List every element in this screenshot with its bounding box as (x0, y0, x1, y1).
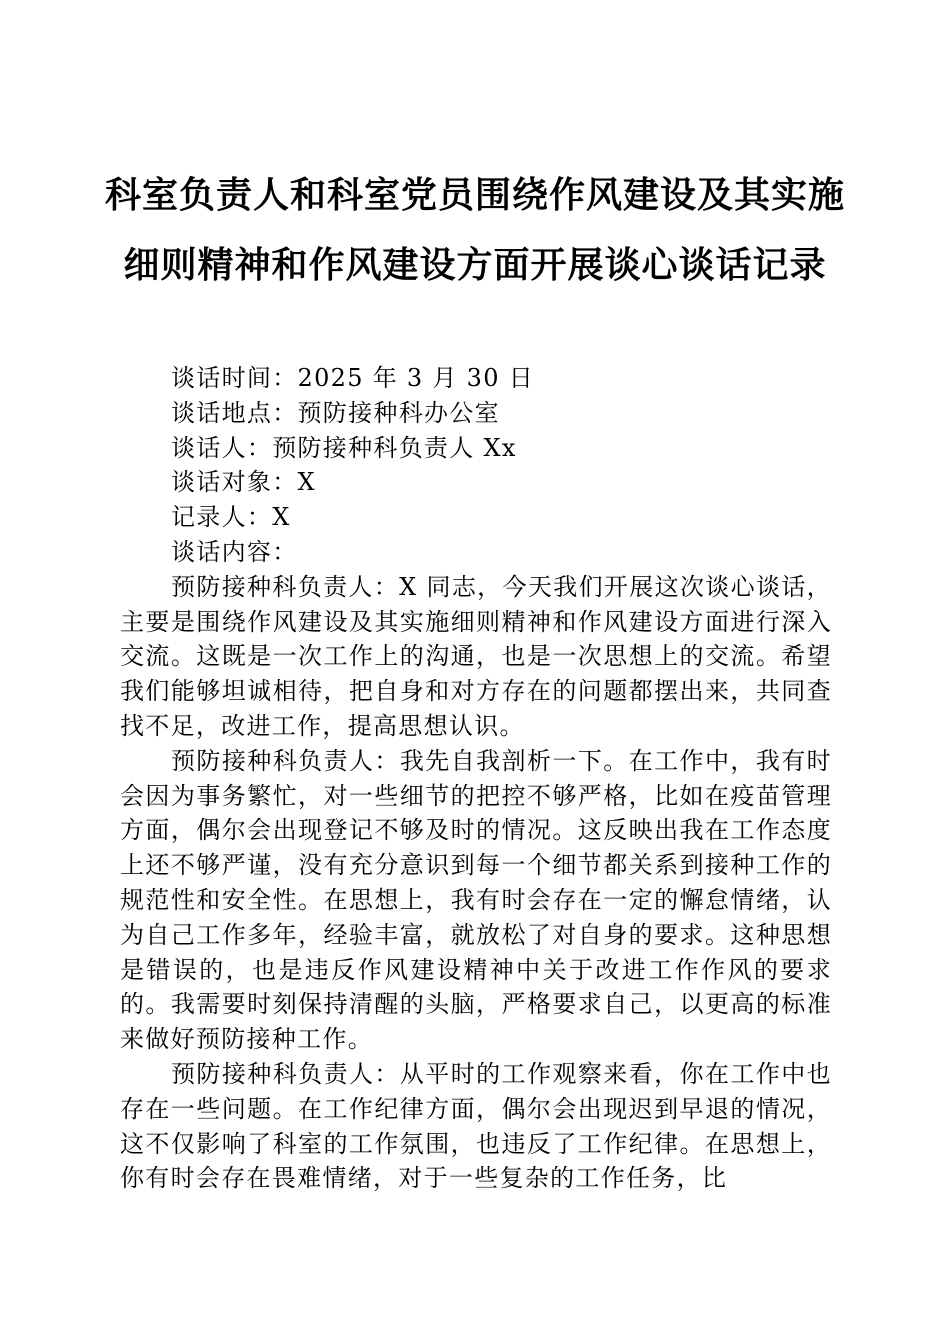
meeting-time: 谈话时间：2025 年 3 月 30 日 (171, 364, 535, 392)
meeting-place: 谈话地点：预防接种科办公室 (171, 398, 500, 427)
meeting-speaker: 谈话人：预防接种科负责人 Xx (171, 433, 517, 462)
document-body (120, 361, 832, 1196)
meeting-recorder: 记录人：X (171, 503, 291, 532)
document-title-line-1: 科室负责人和科室党员围绕作风建设及其实施 (104, 175, 845, 216)
document-title-line-2: 细则精神和作风建设方面开展谈心谈话记录 (123, 245, 827, 286)
content-label: 谈话内容： (171, 537, 298, 566)
paragraph-1: 预防接种科负责人：X 同志，今天我们开展这次谈心谈话，主要是围绕作风建设及其实施细则精神和作风建设方面进行深入交流。这既是一次工作上的沟通，也是一次思想上的交流。希望我们能够坦诚相待，把自身和对方存在的问题都摆出来，共同查找不足，改进工作，提高思想认识。 (120, 572, 832, 740)
paragraph-2: 预防接种科负责人：我先自我剖析一下。在工作中，我有时会因为事务繁忙，对一些细节的把控不够严格，比如在疫苗管理方面，偶尔会出现登记不够及时的情况。这反映出我在工作态度上还不够严谨，没有充分意识到每一个细节都关系到接种工作的规范性和安全性。在思想上，我有时会存在一定的懈怠情绪，认为自己工作多年，经验丰富，就放松了对自身的要求。这种思想是错误的，也是违反作风建设精神中关于改进工作作风的要求的。我需要时刻保持清醒的头脑，严格要求自己，以更高的标准来做好预防接种工作。 (120, 746, 832, 1054)
paragraph-3: 预防接种科负责人：从平时的工作观察来看，你在工作中也存在一些问题。在工作纪律方面，偶尔会出现迟到早退的情况，这不仅影响了科室的工作氛围，也违反了工作纪律。在思想上，你有时会存在畏难情绪，对于一些复杂的工作任务，比 (120, 1059, 832, 1193)
meeting-target: 谈话对象：X (171, 468, 316, 497)
